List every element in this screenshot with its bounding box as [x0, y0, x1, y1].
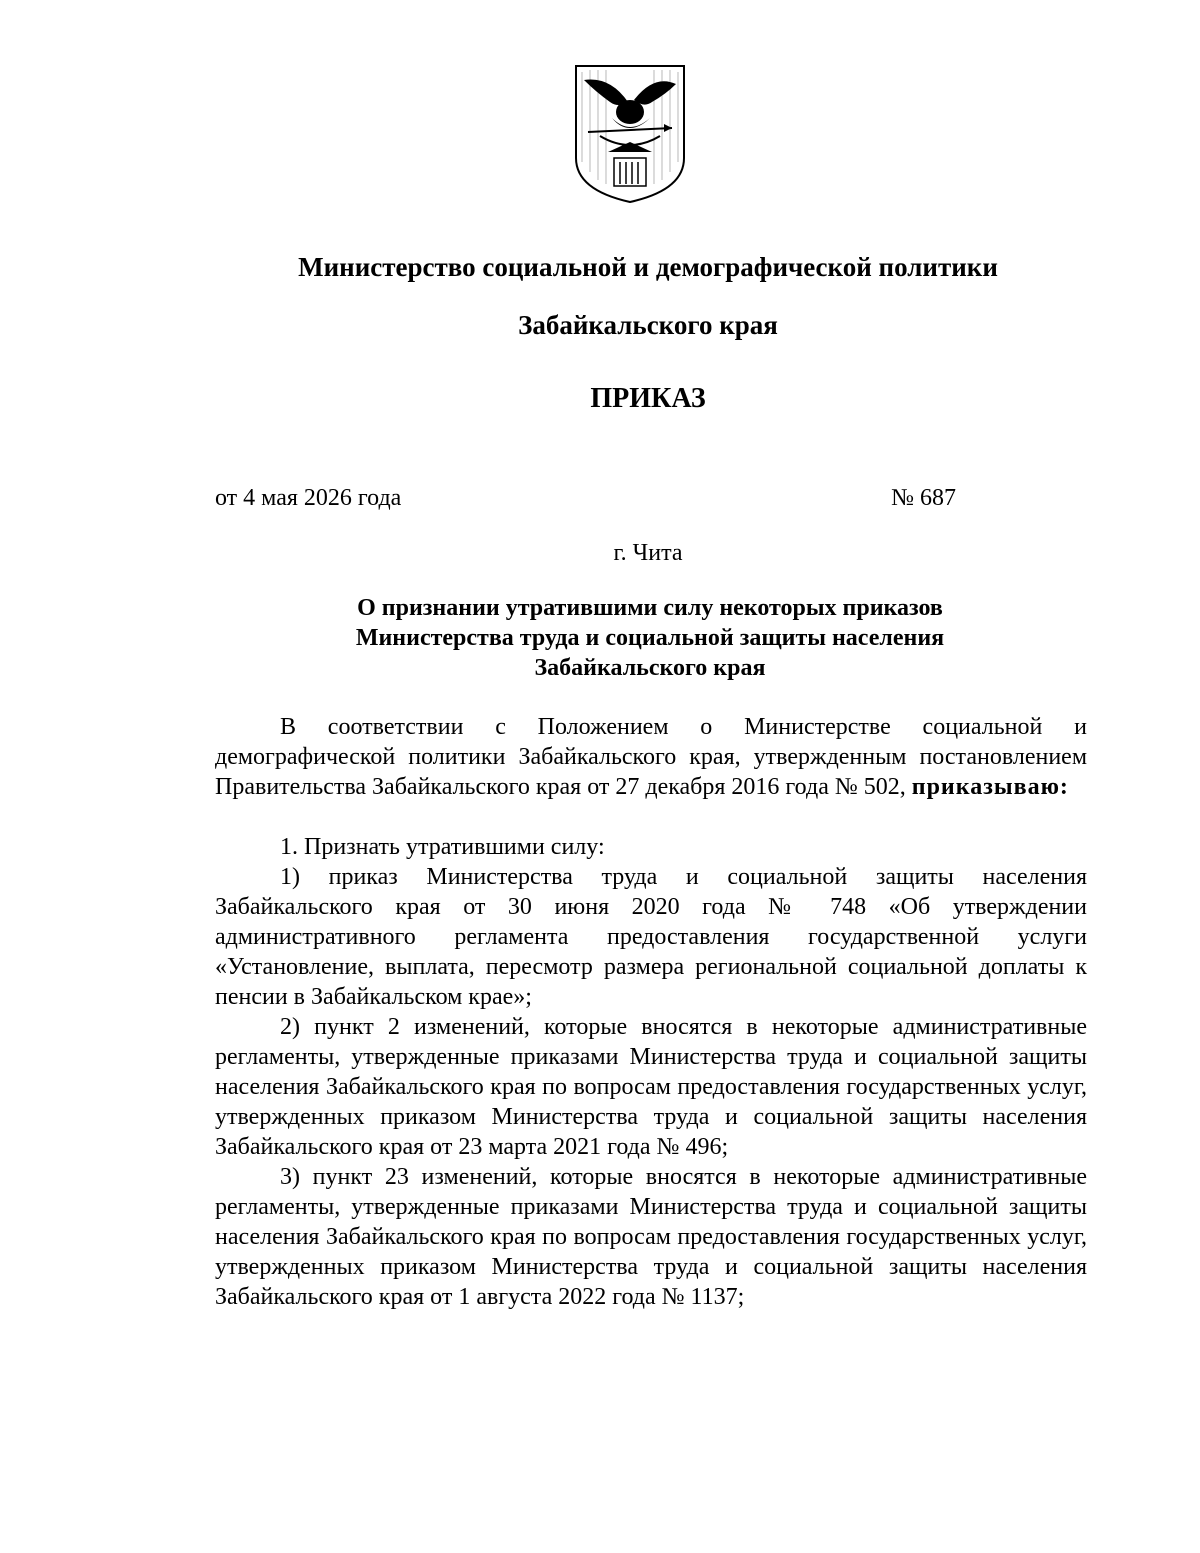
subject-line3: Забайкальского края [534, 655, 766, 681]
document-type: ПРИКАЗ [590, 383, 706, 414]
organization-name-line2: Забайкальского края [518, 310, 778, 340]
subitem-2: 2) пункт 2 изменений, которые вносятся в некоторые административные регламенты, утвержденные приказами Министерства труда и социальной защиты населения Забайкальского края по вопросам предоставления государственных услуг, утвержденных приказом Министерства труда и социальной защиты населения Забайкальского края от 23 марта 2021 года № 496; [215, 1014, 1087, 1160]
subject-line1: О признании утратившими силу некоторых приказов [357, 595, 943, 621]
intro-order-word: приказываю: [911, 774, 1069, 800]
coat-of-arms-icon [570, 62, 690, 204]
item-1: 1. Признать утратившими силу: [280, 834, 605, 860]
subject-line2: Министерства труда и социальной защиты населения [355, 625, 945, 651]
subitem-1: 1) приказ Министерства труда и социальной защиты населения Забайкальского края от 30 июня 2020 года № 748 «Об утверждении административного регламента предоставления государственной услуги «Установление, выплата, пересмотр размера региональной социальной доплаты к пенсии в Забайкальском крае»; [215, 864, 1087, 1010]
intro-paragraph [215, 712, 1087, 802]
document-number: № 687 [891, 485, 956, 511]
subitem-3: 3) пункт 23 изменений, которые вносятся в некоторые административные регламенты, утвержденные приказами Министерства труда и социальной защиты населения Забайкальского края по вопросам предоставления государственных услуг, утвержденных приказом Министерства труда и социальной защиты населения Забайкальского края от 1 августа 2022 года № 1137; [215, 1164, 1087, 1310]
intro-text: В соответствии с Положением о Министерстве социальной и демографической политики Забайкальского края, утвержденным постановлением Правительства Забайкальского края от 27 декабря 2016 года № 502, [215, 714, 1087, 800]
document-body [215, 712, 1087, 1312]
document-date: от 4 мая 2026 года [215, 485, 402, 511]
document-subject [215, 593, 1085, 683]
organization-name-line1: Министерство социальной и демографической политики [298, 252, 998, 282]
document-city: г. Чита [613, 540, 683, 566]
